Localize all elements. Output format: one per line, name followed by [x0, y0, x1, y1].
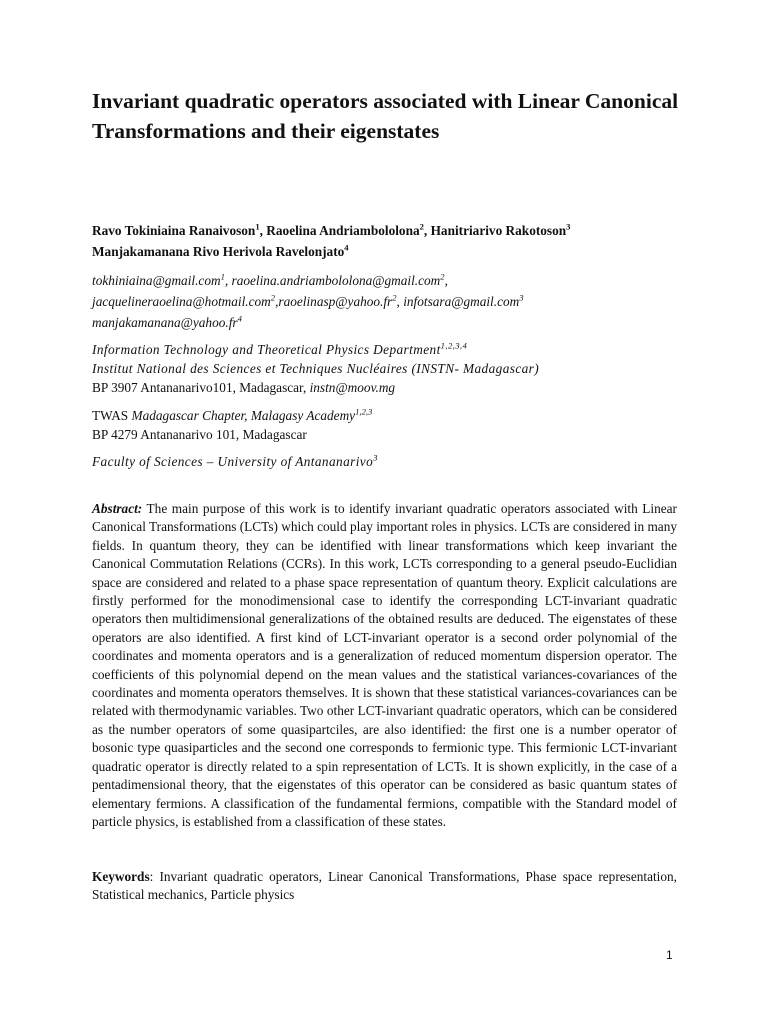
- author-name: Manjakamanana Rivo Herivola Ravelonjato: [92, 244, 345, 259]
- twas-address: BP 4279 Antananarivo 101, Madagascar: [92, 427, 307, 442]
- department-name: [92, 340, 692, 359]
- author-name: Raoelina Andriambololona: [266, 223, 420, 238]
- author-sup: 3: [566, 221, 571, 232]
- page-number: 1: [666, 948, 673, 962]
- author-line-1: Ravo Tokiniaina Ranaivoson$^1$, Raoelina Andriambololona$^2$, Hanitriarivo Rakotoson$^3$: [92, 221, 571, 238]
- affiliation-faculty: [92, 452, 692, 471]
- twas-name: [92, 406, 692, 425]
- email-line-2: $jacquelineraoelina@hotmail.com^2,raoelinasp@yahoo.fr^2$, infotsara@gmail.com$^3$: [92, 292, 524, 309]
- twas-label: TWAS: [92, 408, 132, 423]
- email-sup: 2: [392, 292, 397, 303]
- institute-email-link[interactable]: instn@moov.mg: [309, 380, 396, 395]
- institute-name: Institut National des Sciences et Techniques Nucléaires (INSTN- Madagascar): [92, 361, 540, 376]
- email-sup: 1: [220, 271, 225, 282]
- email-link[interactable]: tokhiniaina@gmail.com: [92, 273, 221, 288]
- department-text: Information Technology and Theoretical Physics Department: [92, 342, 441, 357]
- author-name: Ravo Tokiniaina Ranaivoson: [92, 223, 256, 238]
- email-line-3: [92, 312, 692, 333]
- faculty-name: [92, 452, 692, 471]
- faculty-sup: 3: [373, 452, 378, 463]
- email-list: [92, 270, 692, 333]
- author-sup: 2: [419, 221, 424, 232]
- email-sup: 3: [519, 292, 524, 303]
- affiliation-twas: [92, 406, 692, 444]
- address-text: BP 3907 Antananarivo101, Madagascar,: [92, 380, 310, 395]
- email-link[interactable]: jacquelineraoelina@hotmail.com: [92, 294, 271, 309]
- email-link[interactable]: manjakamanana@yahoo.fr: [92, 315, 238, 330]
- author-line-2: [92, 241, 692, 262]
- twas-chapter: Madagascar Chapter, Malagasy Academy: [131, 408, 356, 423]
- author-sup: 4: [344, 242, 349, 253]
- email-sup: 2: [270, 292, 276, 303]
- affiliation-instn: [92, 340, 692, 397]
- twas-sup: 1,2,3: [355, 406, 373, 417]
- email-line-1: tokhiniaina@gmail.com$^1$, raoelina.andriambololona@gmail.com$^2$,: [92, 271, 448, 288]
- keywords-paragraph: [92, 868, 677, 905]
- abstract-label: Abstract:: [92, 501, 143, 516]
- abstract-text: The main purpose of this work is to identify invariant quadratic operators associated with Linear Canonical Transformations (LCTs) which could play important roles in physics. LCTs are considered in many fields. In quantum theory, they can be identified with linear transformations which keep invariant the Canonical Commutation Relations (CCRs). In this work, LCTs corresponding to a general pseudo-Euclidian space are considered and related to a phase space representation of quantum theory. Explicit calculations are firstly performed for the monodimensional case to identify the corresponding LCT-invariant quadratic operators then multidimensional generalizations of the obtained results are deduced. The eigenstates of these operators are also identified. A first kind of LCT-invariant operator is a second order polynomial of the coordinates and momenta operators and is a generalization of reduced momentum dispersion operator. The coefficients of this polynomial depend on the mean values and the statistical variances-covariances of the coordinates and momenta operators themselves. It is shown that these statistical variances-covariances can be related with thermodynamic variables. Two other LCT-invariant quadratic operators, which can be considered as the number operators of some quasipartciles, are also identified: the first one is a number operator of bosonic type quasiparticles and the second one corresponds to fermionic type. This fermionic LCT-invariant quadratic operator is directly related to a spin representation of LCTs. It is shown explicitly, in the case of a pentadimensional theory, that the eigenstates of this operator can be considered as basic quantum states of elementary fermions. A classification of the fundamental fermions, compatible with the Standard model of particle physics, is established from a classification of these states.: [92, 501, 677, 829]
- author-name: Hanitriarivo Rakotoson: [430, 223, 567, 238]
- paper-title: Invariant quadratic operators associated with Linear Canonical Transformations and their eigenstates: [92, 89, 679, 143]
- keywords-text: : Invariant quadratic operators, Linear Canonical Transformations, Phase space representation, Statistical mechanics, Particle physics: [92, 869, 677, 903]
- abstract-paragraph: [92, 500, 677, 831]
- author-list: [92, 220, 692, 262]
- author-sup: 1: [255, 221, 260, 232]
- faculty-text: Faculty of Sciences – University of Antananarivo: [92, 454, 374, 469]
- institute-address: [92, 378, 692, 397]
- email-sup: 2: [440, 271, 445, 282]
- email-link[interactable]: infotsara@gmail.com: [403, 294, 520, 309]
- email-link[interactable]: raoelinasp@yahoo.fr: [278, 294, 393, 309]
- keywords-label: Keywords: [92, 869, 150, 884]
- email-sup: 4: [237, 313, 242, 324]
- department-sup: 1,2,3,4: [440, 340, 468, 351]
- email-link[interactable]: raoelina.andriambololona@gmail.com: [231, 273, 441, 288]
